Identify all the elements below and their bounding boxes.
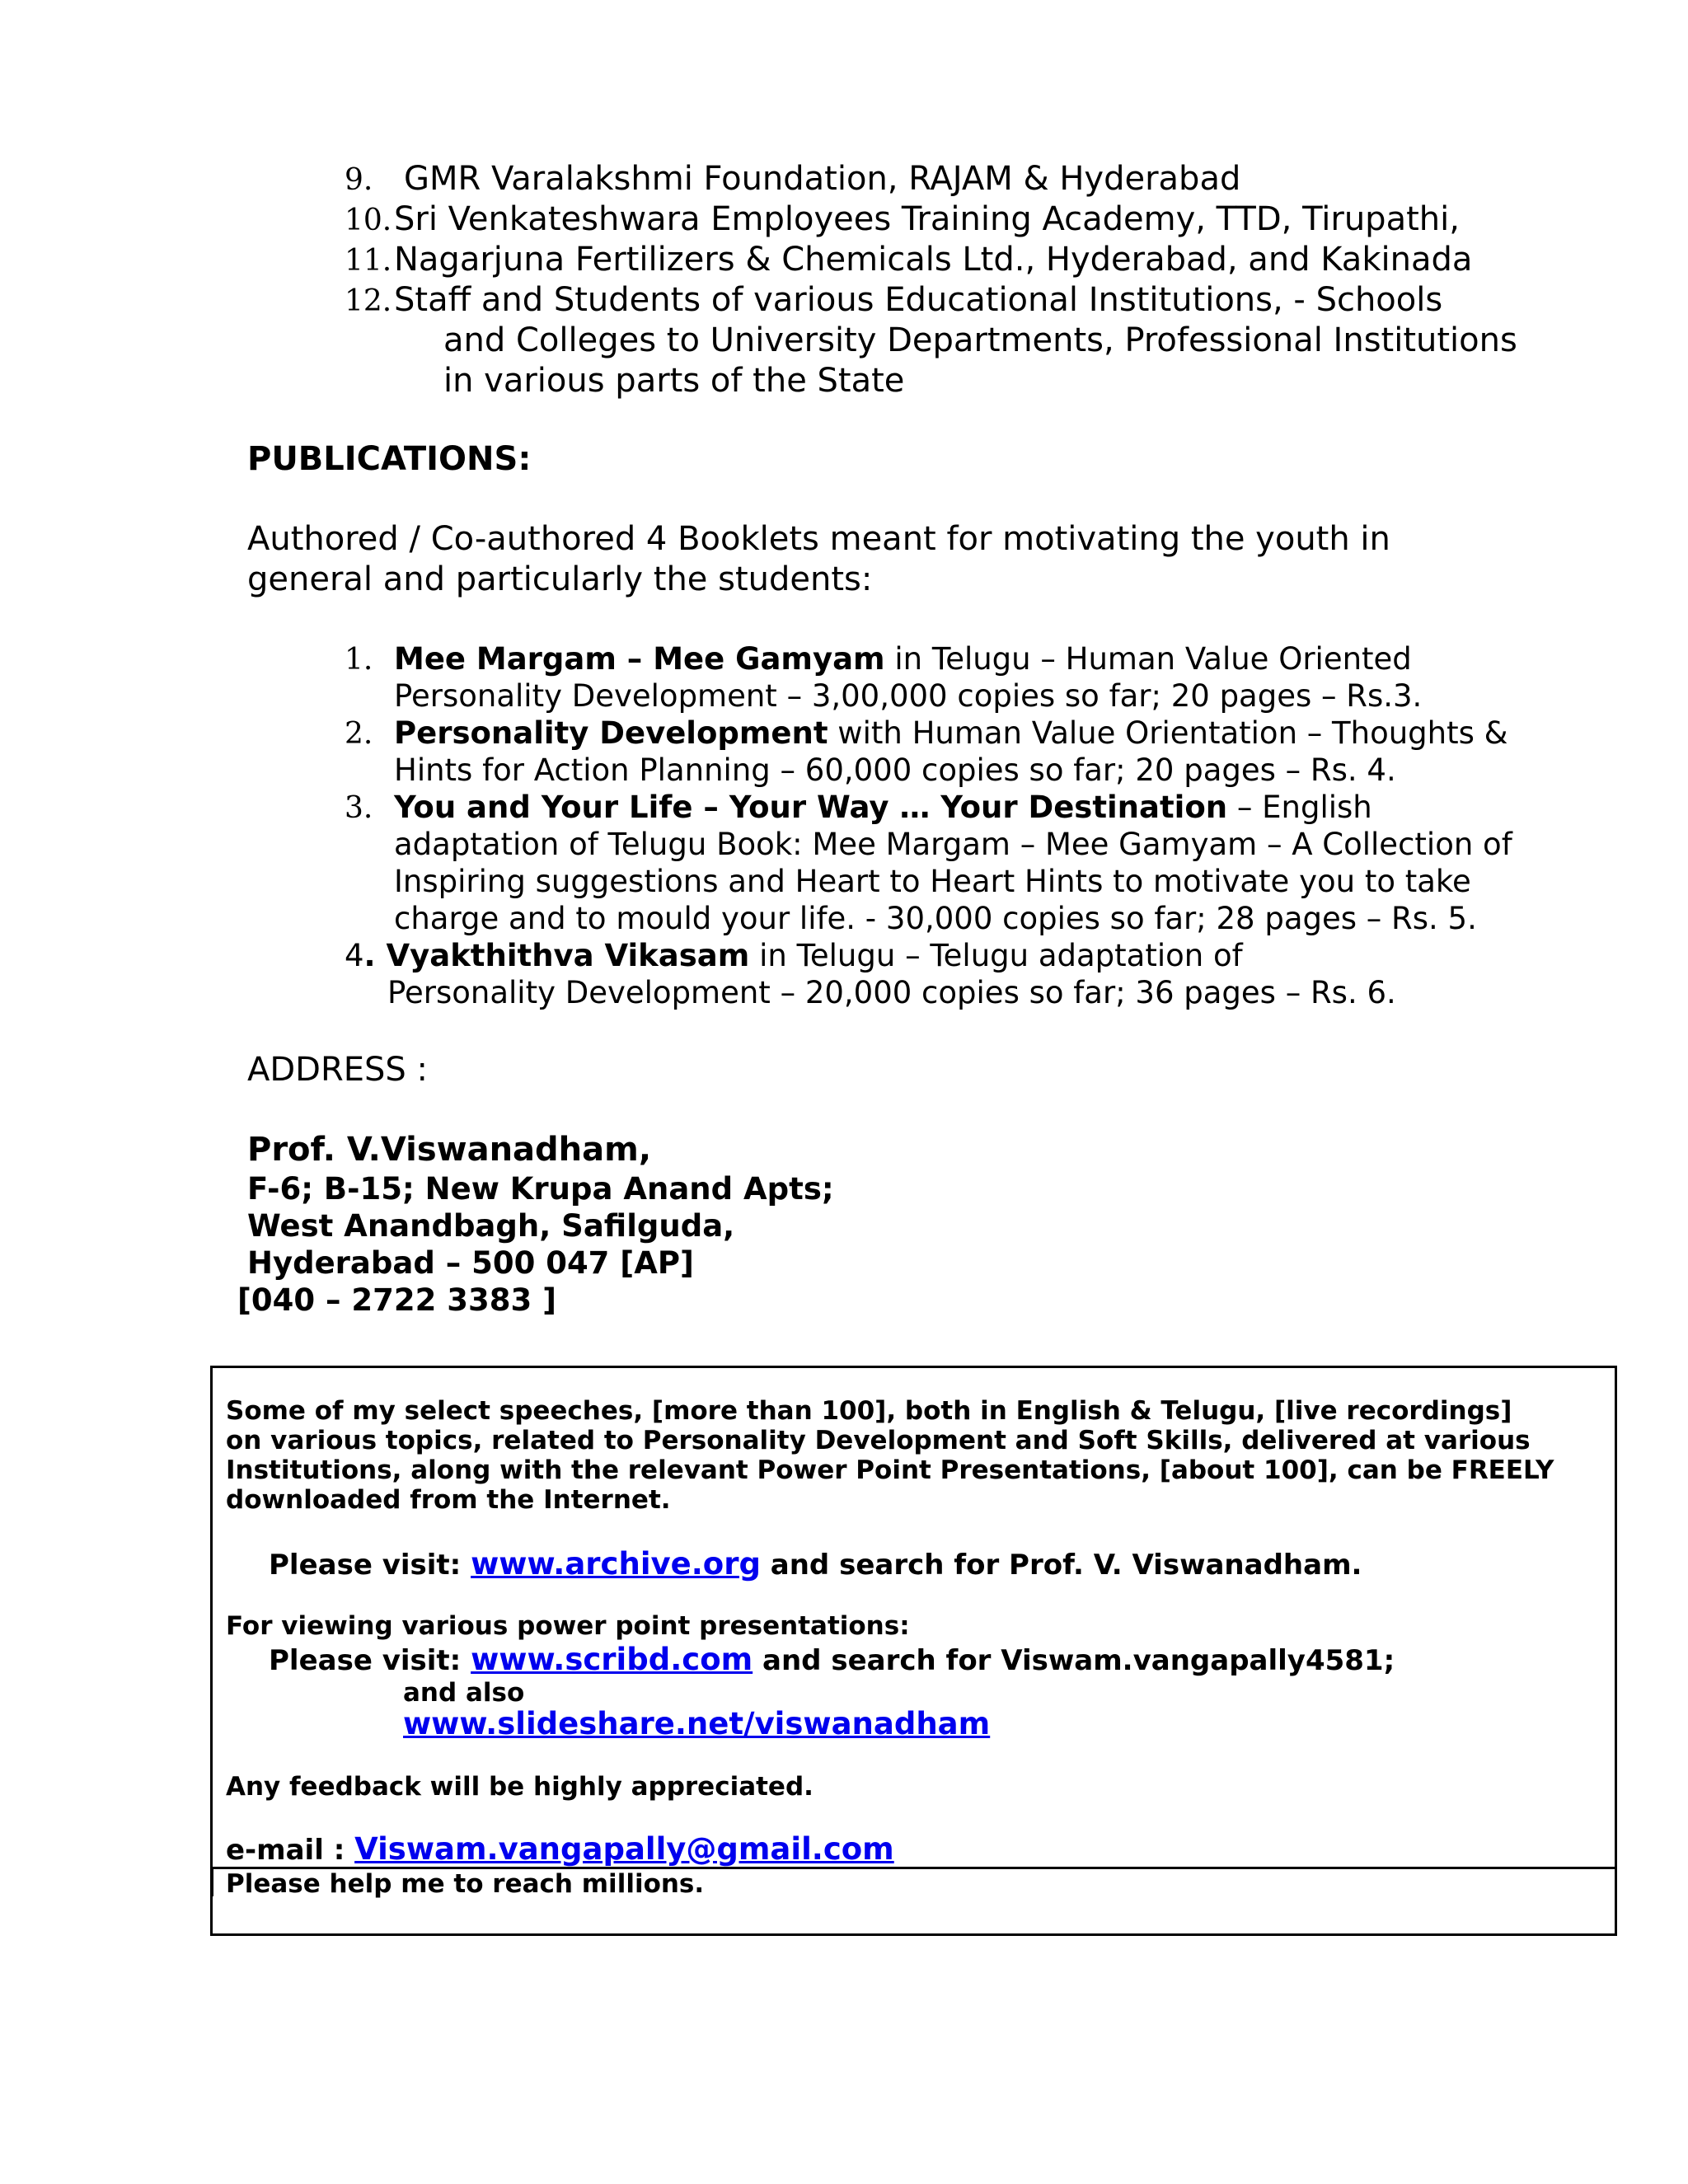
closing-text: Please help me to reach millions. [226, 1869, 705, 1899]
list-number: 2. [345, 717, 373, 751]
slideshare-line [403, 1706, 990, 1741]
publications-heading: PUBLICATIONS: [247, 440, 532, 478]
visit-scribd-line [269, 1642, 1395, 1677]
publication-title: . Vyakthithva Vikasam [363, 938, 750, 973]
institution-item-12-cont-1: and Colleges to University Departments, Professional Institutions [443, 321, 1517, 359]
institution-text: Staff and Students of various Educational Institutions, - Schools [394, 281, 1443, 319]
scribd-link[interactable]: www.scribd.com [471, 1642, 753, 1677]
and-also-text: and also [403, 1678, 525, 1708]
visit-suffix: and search for Prof. V. Viswanadham. [760, 1549, 1362, 1582]
box-tick [210, 1867, 213, 1896]
address-name: Prof. V.Viswanadham, [247, 1131, 652, 1169]
address-label: ADDRESS : [247, 1051, 429, 1089]
address-line-1: F-6; B-15; New Krupa Anand Apts; [247, 1171, 834, 1207]
publication-item-3-line: charge and to mould your life. - 30,000 copies so far; 28 pages – Rs. 5. [394, 901, 1477, 936]
publication-item-3-line: adaptation of Telugu Book: Mee Margam – Mee Gamyam – A Collection of [394, 827, 1512, 862]
list-number: 10. [345, 204, 392, 237]
publication-title: Mee Margam – Mee Gamyam [394, 641, 885, 677]
ppt-label: For viewing various power point presentations: [226, 1611, 910, 1641]
publication-desc: – English [1227, 790, 1372, 825]
institution-text: Sri Venkateshwara Employees Training Academy, TTD, Tirupathi, [394, 200, 1460, 238]
box-paragraph-line-4: downloaded from the Internet. [226, 1485, 671, 1515]
box-paragraph-line-3: Institutions, along with the relevant Power Point Presentations, [about 100], can be FREELY [226, 1455, 1554, 1485]
email-label: e-mail : [226, 1834, 355, 1867]
publications-intro-line-1: Authored / Co-authored 4 Booklets meant for motivating the youth in [247, 520, 1390, 558]
publication-title: Personality Development [394, 715, 828, 751]
archive-link[interactable]: www.archive.org [471, 1546, 761, 1582]
box-paragraph-line-1: Some of my select speeches, [more than 100], both in English & Telugu, [live recordings] [226, 1396, 1512, 1426]
list-number: 1. [345, 643, 373, 677]
address-phone: [040 – 2722 3383 ] [237, 1282, 557, 1318]
publication-desc: in Telugu – Human Value Oriented [884, 641, 1412, 677]
publication-desc: with Human Value Orientation – Thoughts & [828, 715, 1508, 751]
publication-item-2-line: Hints for Action Planning – 60,000 copies so far; 20 pages – Rs. 4. [394, 752, 1396, 788]
institution-item-10 [345, 199, 1460, 241]
institution-item-12 [345, 280, 1442, 321]
publication-item-1-line: Personality Development – 3,00,000 copies so far; 20 pages – Rs.3. [394, 678, 1423, 714]
address-line-2: West Anandbagh, Safilguda, [247, 1208, 735, 1244]
publication-item-3-line: Inspiring suggestions and Heart to Heart Hints to motivate you to take [394, 864, 1471, 899]
publication-item-1 [345, 640, 1412, 678]
publication-item-3 [345, 789, 1372, 827]
publication-item-4-line: Personality Development – 20,000 copies so far; 36 pages – Rs. 6. [387, 975, 1396, 1010]
visit-suffix: and search for Viswam.vangapally4581; [753, 1644, 1395, 1677]
institution-item-12-cont-2: in various parts of the State [443, 362, 905, 400]
address-line-3: Hyderabad – 500 047 [AP] [247, 1245, 694, 1281]
list-number: 3. [345, 791, 373, 825]
box-paragraph-line-2: on various topics, related to Personality Development and Soft Skills, delivered at various [226, 1426, 1531, 1455]
visit-prefix: Please visit: [269, 1644, 471, 1677]
institution-item-9 [345, 159, 1240, 200]
publication-desc: in Telugu – Telugu adaptation of [749, 938, 1243, 973]
list-number: 4 [345, 938, 364, 973]
institution-text: Nagarjuna Fertilizers & Chemicals Ltd., Hyderabad, and Kakinada [394, 241, 1473, 279]
list-number: 9. [345, 163, 373, 197]
list-number: 12. [345, 284, 392, 318]
slideshare-link[interactable]: www.slideshare.net/viswanadham [403, 1706, 991, 1741]
institution-text: GMR Varalakshmi Foundation, RAJAM & Hyderabad [404, 160, 1241, 198]
publication-item-4 [345, 937, 1243, 974]
publication-title: You and Your Life – Your Way … Your Destination [394, 790, 1228, 825]
publications-intro-line-2: general and particularly the students: [247, 560, 873, 598]
visit-prefix: Please visit: [269, 1549, 471, 1582]
email-link[interactable]: Viswam.vangapally@gmail.com [354, 1831, 894, 1867]
institution-item-11 [345, 240, 1472, 281]
email-line [226, 1831, 894, 1867]
visit-archive-line [269, 1546, 1362, 1582]
publication-item-2 [345, 715, 1508, 752]
list-number: 11. [345, 244, 392, 278]
feedback-text: Any feedback will be highly appreciated. [226, 1772, 814, 1802]
